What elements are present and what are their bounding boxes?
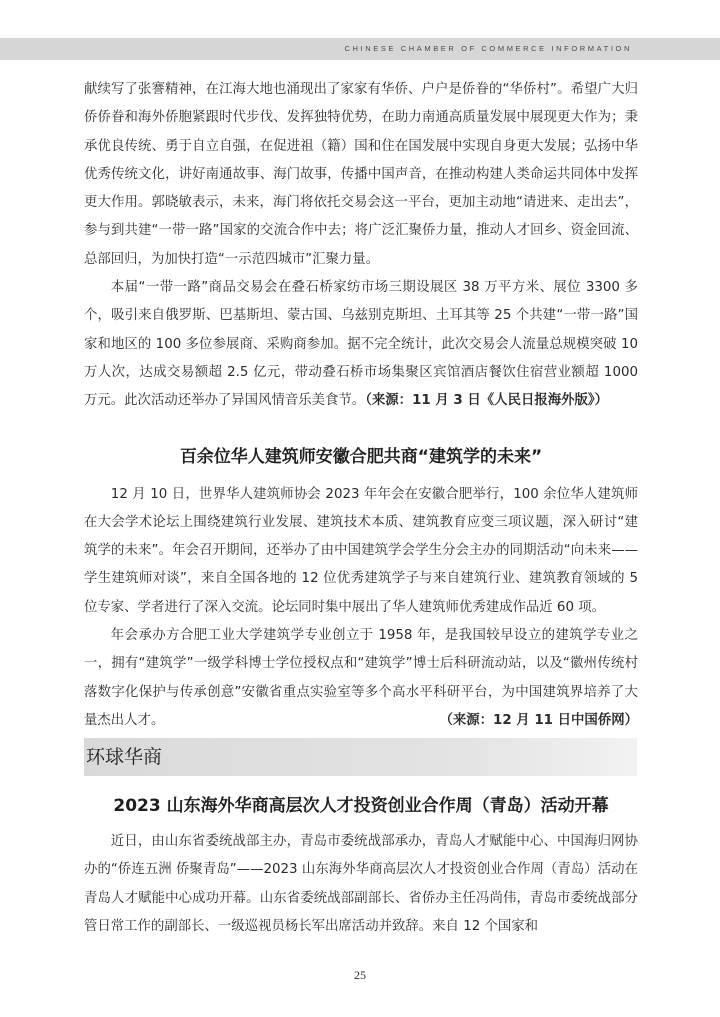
article1-paragraph-2-text: 本届“一带一路”商品交易会在叠石桥家纺市场三期设展区 38 万平方米、展位 3300 多个，吸引来自俄罗斯、巴基斯坦、蒙古国、乌兹别克斯坦、土耳其等 25 个共建“一带一路”国家和地区的 100 多位参展商、采购商参加。据不完全统计，此次交易会人流量总规模突破 10 万人次，达成交易额超 2.5 亿元，带动叠石桥市场集聚区宾馆酒店餐饮住宿营业额超 1000 万元。此次活动还举办了异国风情音乐美食节。 [84,280,638,409]
article3-title: 2023 山东海外华商高层次人才投资创业合作周（青岛）活动开幕 [113,796,609,816]
article1-paragraph-2 [84,274,638,415]
header-label: CHINESE CHAMBER OF COMMERCE INFORMATION [344,44,632,53]
article-column [84,76,638,735]
article2-source: （来源：12 月 11 日中国侨网） [439,712,638,728]
article3-paragraph-1: 近日，由山东省委统战部主办，青岛市委统战部承办，青岛人才赋能中心、中国海归网协办的“侨连五洲 侨聚青岛”——2023 山东海外华商高层次人才投资创业合作周（青岛）活动在青岛人才赋能中心成功开幕。山东省委统战部副部长、省侨办主任冯尚伟，青岛市委统战部分管日常工作的副部长、一级巡视员杨长军出席活动并致辞。来自 12 个国家和 [84,834,638,934]
article2-title: 百余位华人建筑师安徽合肥共商“建筑学的未来” [179,446,543,467]
article3-column [84,792,638,941]
page-number: 25 [354,968,366,982]
article1-paragraph-1: 献续写了张謇精神，在江海大地也涌现出了家家有华侨、户户是侨眷的“华侨村”。希望广大归侨侨眷和海外侨胞紧跟时代步伐、发挥独特优势，在助力南通高质量发展中展现更大作为；秉承优良传统、勇于自立自强，在促进祖（籍）国和住在国发展中实现自身更大发展；弘扬中华优秀传统文化，讲好南通故事、海门故事，传播中国声音，在推动构建人类命运共同体中发挥更大作用。郭晓敏表示，未来，海门将依托交易会这一平台，更加主动地“请进来、走出去”，参与到共建“一带一路”国家的交流合作中去；将广泛汇聚侨力量，推动人才回乡、资金回流、总部回归，为加快打造“一示范四城市”汇聚力量。 [84,82,638,267]
article1-source: （来源：11 月 3 日《人民日报海外版》） [365,393,608,409]
article2-paragraph-2-text: 年会承办方合肥工业大学建筑学专业创立于 1958 年，是我国较早设立的建筑学专业之一，拥有“建筑学”一级学科博士学位授权点和“建筑学”博士后科研流动站，以及“徽州传统村落数字化保护与传承创意”安徽省重点实验室等多个高水平科研平台，为中国建筑界培养了大量杰出人才。 [84,628,638,728]
article2-paragraph-2 [84,622,638,735]
section-label: 环球华商 [86,746,163,768]
section-bar [84,738,637,776]
article2-paragraph-1: 12 月 10 日，世界华人建筑师协会 2023 年年会在安徽合肥举行，100 余位华人建筑师在大会学术论坛上围绕建筑行业发展、建筑技术本质、建筑教育应变三项议题，深入研讨“建筑学的未来”。年会召开期间，还举办了由中国建筑学会学生分会主办的同期活动“向未来——学生建筑师对谈”，来自全国各地的 12 位优秀建筑学子与来自建筑行业、建筑教育领域的 5 位专家、学者进行了深入交流。论坛同时集中展出了华人建筑师优秀建成作品近 60 项。 [84,486,638,615]
